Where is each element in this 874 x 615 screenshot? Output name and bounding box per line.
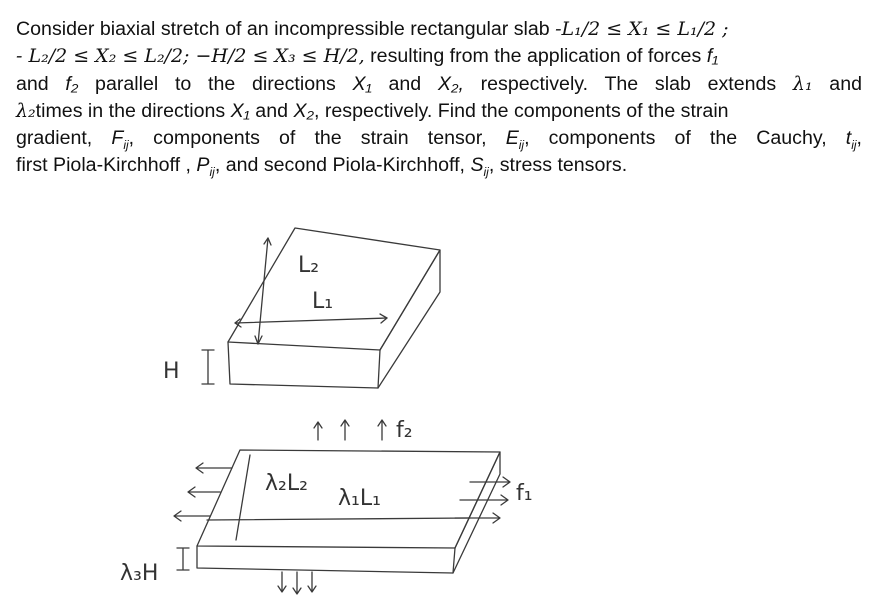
- label-lambda1-L1: λ₁L₁: [338, 486, 381, 511]
- math-range-x1: -L₁/2 ≤ X₁ ≤ L₁/2 ;: [555, 18, 729, 40]
- math-f1: f₁: [706, 45, 719, 68]
- text: , and second Piola-Kirchhoff,: [214, 154, 471, 177]
- force-f1-arrow-left: [196, 463, 232, 473]
- text: , components of the Cauchy,: [524, 127, 846, 150]
- text: , respectively. Find the components of the strain: [314, 99, 729, 122]
- force-f2-arrow-down: [308, 572, 316, 592]
- line-3: [16, 71, 862, 98]
- math-F-ij: [111, 127, 129, 153]
- subscript: ij: [518, 138, 525, 153]
- mid-line-x1: [207, 518, 470, 520]
- text: and: [812, 72, 863, 95]
- line-6: [16, 152, 862, 179]
- symbol: S: [470, 154, 484, 177]
- math-lambda2: λ₂: [16, 99, 36, 122]
- math-E-ij: [505, 127, 525, 153]
- text: resulting from the application of forces: [364, 45, 707, 68]
- force-f2-arrow-down: [293, 572, 301, 594]
- problem-statement: [16, 16, 862, 180]
- text: and: [371, 72, 438, 95]
- front-face: [197, 546, 455, 573]
- math-S-ij: [470, 154, 489, 180]
- math-x2: X₂,: [437, 72, 464, 95]
- text: parallel to the directions: [78, 72, 353, 95]
- force-f1-arrow: [470, 477, 510, 487]
- label-lambda3-H: λ₃H: [120, 561, 159, 586]
- line-4: [16, 98, 862, 125]
- text: gradient,: [16, 127, 112, 150]
- math-f2: f₂: [65, 72, 79, 95]
- right-face: [378, 250, 440, 388]
- mid-line-x1: [235, 318, 387, 323]
- text: , stress tensors.: [488, 154, 628, 177]
- math-range-x2-x3: - L₂/2 ≤ X₂ ≤ L₂/2; −H/2 ≤ X₃ ≤ H/2,: [16, 45, 365, 68]
- force-f1-arrow-left: [188, 487, 220, 497]
- math-t-ij: [845, 127, 857, 153]
- mid-line-x2: [258, 238, 268, 344]
- text: ,: [856, 127, 862, 150]
- label-L2: L₂: [298, 253, 320, 278]
- force-f2-arrow: [341, 420, 349, 440]
- subscript: ij: [851, 138, 857, 153]
- subscript: ij: [209, 165, 215, 180]
- force-f2-arrow: [314, 422, 322, 440]
- height-marker: [202, 350, 214, 384]
- label-lambda2-L2: λ₂L₂: [265, 471, 308, 496]
- text: respectively. The slab extends: [463, 72, 793, 95]
- text: and: [249, 99, 294, 122]
- math-x1: X₁: [352, 72, 372, 95]
- subscript: ij: [123, 138, 129, 153]
- math-lambda1: λ₁: [792, 72, 813, 95]
- label-H: H: [163, 359, 180, 384]
- force-f1-arrow-left: [174, 511, 210, 521]
- label-f1: f₁: [516, 481, 533, 506]
- math-P-ij: [196, 154, 215, 180]
- force-f1-arrow: [460, 495, 508, 505]
- label-L1: L₁: [312, 289, 334, 314]
- force-f2-arrow: [378, 420, 386, 440]
- text: Consider biaxial stretch of an incompressible rectangular slab: [16, 18, 556, 40]
- symbol: E: [505, 127, 519, 150]
- symbol: P: [196, 154, 210, 177]
- slab-sketch: [0, 205, 874, 615]
- height-marker: [177, 548, 189, 570]
- math-x1: X₁: [230, 99, 250, 122]
- line-2: [16, 43, 862, 70]
- symbol: F: [111, 127, 124, 150]
- text: , components of the strain tensor,: [128, 127, 506, 150]
- line-5: [16, 125, 862, 152]
- mid-line-x2: [236, 455, 250, 540]
- text: and: [16, 72, 66, 95]
- text: times in the directions: [35, 99, 231, 122]
- symbol: t: [845, 127, 852, 150]
- label-f2: f₂: [396, 418, 413, 443]
- line-1: [16, 16, 862, 43]
- force-f2-arrow-down: [278, 572, 286, 592]
- math-x2: X₂: [293, 99, 314, 122]
- subscript: ij: [483, 165, 489, 180]
- text: first Piola-Kirchhoff ,: [16, 154, 197, 177]
